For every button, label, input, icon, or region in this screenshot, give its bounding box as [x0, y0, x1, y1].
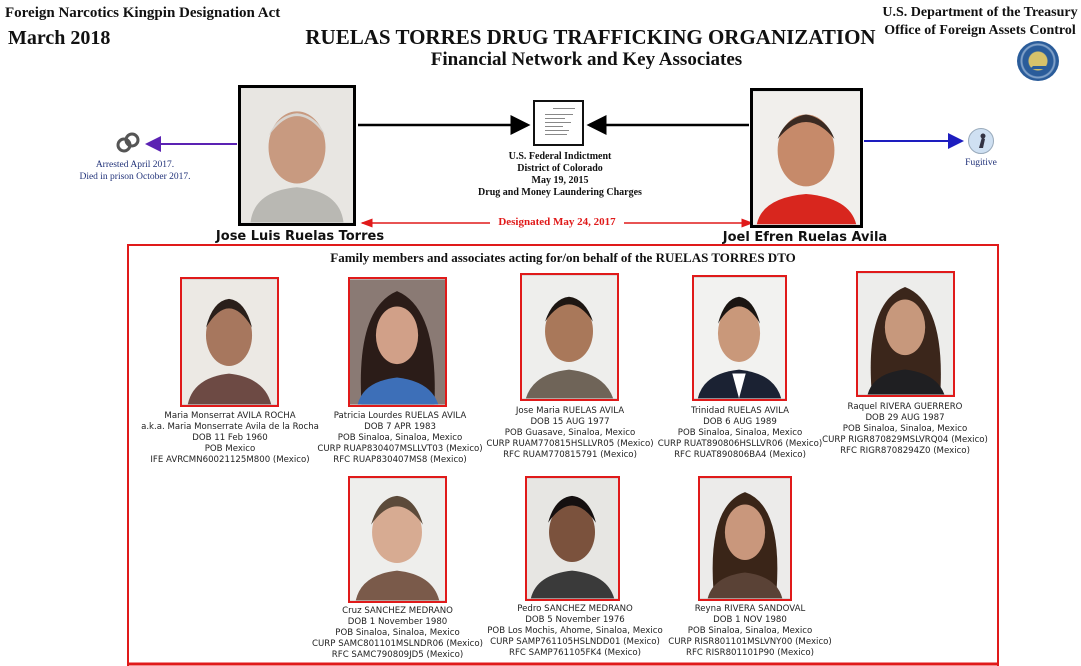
agency-line-2: Office of Foreign Assets Control — [884, 23, 1076, 38]
portrait-placeholder-icon — [700, 478, 790, 599]
handcuffs-icon — [115, 132, 143, 154]
portrait-placeholder-icon — [350, 478, 445, 601]
page-title: RUELAS TORRES DRUG TRAFFICKING ORGANIZATION — [305, 25, 876, 49]
associate-details: Trinidad RUELAS AVILA DOB 6 AUG 1989 POB Sinaloa, Sinaloa, Mexico CURP RUAT890806HSLLVR06 (Mexico) RFC RUAT890806BA4 (Mexico) — [657, 406, 823, 460]
document-icon — [533, 100, 584, 146]
fugitive-icon — [968, 128, 994, 154]
report-date: March 2018 — [8, 27, 111, 49]
leader-photo-joel-efren — [750, 88, 863, 228]
associate-photo — [698, 476, 792, 601]
portrait-placeholder-icon — [241, 88, 353, 223]
agency-line-1: U.S. Department of the Treasury — [882, 5, 1078, 20]
leader-name-joel-efren: Joel Efren Ruelas Avila — [722, 230, 888, 245]
associate-details: Maria Monserrat AVILA ROCHA a.k.a. Maria Monserrate Avila de la Rocha DOB 11 Feb 1960 POB Mexico IFE AVRCMN60021125M800 (Mexico) — [141, 411, 319, 465]
leader-status-jose-luis: Arrested April 2017. Died in prison October 2017. — [79, 160, 191, 182]
associate-details: Jose Maria RUELAS AVILA DOB 15 AUG 1977 POB Guasave, Sinaloa, Mexico CURP RUAM770815HSLLVR05 (Mexico) RFC RUAM770815791 (Mexico) — [486, 406, 654, 460]
associate-photo — [525, 476, 620, 601]
associate-photo — [520, 273, 619, 401]
indictment-details: U.S. Federal Indictment District of Colorado May 19, 2015 Drug and Money Laundering Charges — [478, 151, 642, 198]
associate-photo — [856, 271, 955, 397]
associate-details: Cruz SANCHEZ MEDRANO DOB 1 November 1980 POB Sinaloa, Sinaloa, Mexico CURP SAMC801101MSLNDR06 (Mexico) RFC SAMC790809JD5 (Mexico) — [312, 606, 483, 660]
associate-photo — [180, 277, 279, 407]
portrait-placeholder-icon — [182, 279, 277, 405]
portrait-placeholder-icon — [522, 275, 617, 399]
associate-details: Raquel RIVERA GUERRERO DOB 29 AUG 1987 POB Sinaloa, Sinaloa, Mexico CURP RIGR870829MSLVRQ04 (Mexico) RFC RIGR8708294Z0 (Mexico) — [822, 402, 988, 456]
portrait-placeholder-icon — [694, 277, 785, 399]
act-title: Foreign Narcotics Kingpin Designation Act — [5, 5, 281, 21]
portrait-placeholder-icon — [858, 273, 953, 395]
associate-details: Pedro SANCHEZ MEDRANO DOB 5 November 1976 POB Los Mochis, Ahome, Sinaloa, Mexico CURP SAMP761105HSLNDD01 (Mexico) RFC SAMP761105FK4 (Mexico) — [487, 604, 663, 658]
associates-box-title: Family members and associates acting for/on behalf of the RUELAS TORRES DTO — [330, 250, 796, 265]
leader-name-jose-luis: Jose Luis Ruelas Torres — [215, 229, 385, 244]
associate-details: Reyna RIVERA SANDOVAL DOB 1 NOV 1980 POB Sinaloa, Sinaloa, Mexico CURP RISR801101MSLVNY00 (Mexico) RFC RISR801101P90 (Mexico) — [668, 604, 832, 658]
associate-photo — [348, 476, 447, 603]
leader-status-joel-efren: Fugitive — [965, 158, 997, 168]
associate-photo — [348, 277, 447, 407]
associate-details: Patricia Lourdes RUELAS AVILA DOB 7 APR 1983 POB Sinaloa, Sinaloa, Mexico CURP RUAP830407MSLLVT03 (Mexico) RFC RUAP830407MS8 (Mexico) — [317, 411, 483, 465]
portrait-placeholder-icon — [527, 478, 618, 599]
portrait-placeholder-icon — [350, 279, 445, 405]
leader-photo-jose-luis — [238, 85, 356, 226]
designation-label: Designated May 24, 2017 — [490, 216, 624, 228]
associate-photo — [692, 275, 787, 401]
portrait-placeholder-icon — [753, 91, 860, 225]
page-subtitle: Financial Network and Key Associates — [430, 49, 743, 70]
